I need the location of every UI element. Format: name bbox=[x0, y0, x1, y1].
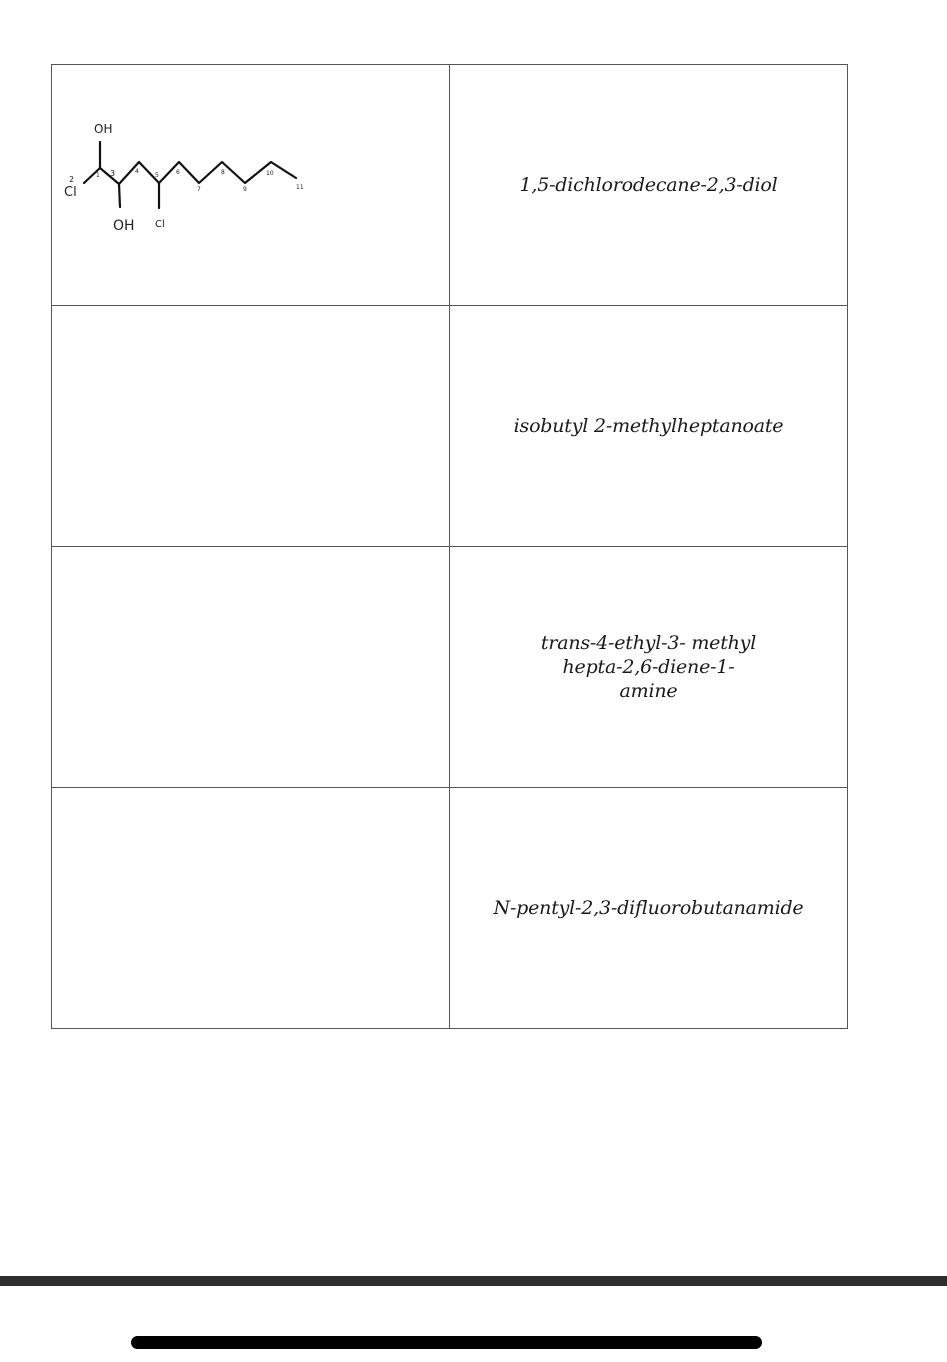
structure-drawing-cell bbox=[52, 547, 450, 788]
table-row bbox=[52, 788, 848, 1029]
compound-name-cell bbox=[450, 547, 848, 788]
carbon-number-2: 2 bbox=[69, 175, 75, 184]
structure-drawing-cell bbox=[52, 65, 450, 306]
compound-name: isobutyl 2-methylheptanoate bbox=[513, 415, 784, 437]
oh-top-label: OH bbox=[94, 122, 113, 136]
carbon-chain bbox=[84, 162, 296, 184]
compound-name-cell bbox=[450, 306, 848, 547]
carbon-number-1: 1 bbox=[96, 172, 100, 179]
bond-oh-bottom bbox=[119, 184, 120, 207]
carbon-number-7: 7 bbox=[197, 186, 201, 193]
skeletal-structure-drawing bbox=[52, 65, 449, 305]
structure-drawing-cell bbox=[52, 306, 450, 547]
structure-drawing-cell bbox=[52, 788, 450, 1029]
carbon-number-5: 5 bbox=[155, 172, 159, 179]
carbon-number-6: 6 bbox=[176, 169, 180, 176]
table-row bbox=[52, 547, 848, 788]
carbon-number-10: 10 bbox=[266, 170, 274, 177]
table-row bbox=[52, 306, 848, 547]
table-row bbox=[52, 65, 848, 306]
cl-bottom-label: Cl bbox=[155, 219, 165, 230]
carbon-number-4: 4 bbox=[135, 168, 139, 175]
cl-left-label: Cl bbox=[64, 185, 77, 200]
home-indicator[interactable] bbox=[131, 1336, 762, 1349]
carbon-number-9: 9 bbox=[243, 186, 247, 193]
compound-name: 1,5-dichlorodecane-2,3-diol bbox=[519, 174, 778, 196]
carbon-number-11: 11 bbox=[296, 184, 304, 191]
oh-bottom-label: OH bbox=[113, 218, 135, 234]
compound-name: trans-4-ethyl-3- methyl hepta-2,6-diene-1- amine bbox=[540, 632, 757, 702]
worksheet-table bbox=[51, 64, 848, 1029]
compound-name-cell bbox=[450, 65, 848, 306]
carbon-number-8: 8 bbox=[221, 169, 225, 176]
bottom-toolbar-divider bbox=[0, 1276, 947, 1286]
compound-name: N-pentyl-2,3-difluorobutanamide bbox=[493, 897, 804, 919]
compound-name-cell bbox=[450, 788, 848, 1029]
carbon-number-3: 3 bbox=[110, 169, 116, 178]
